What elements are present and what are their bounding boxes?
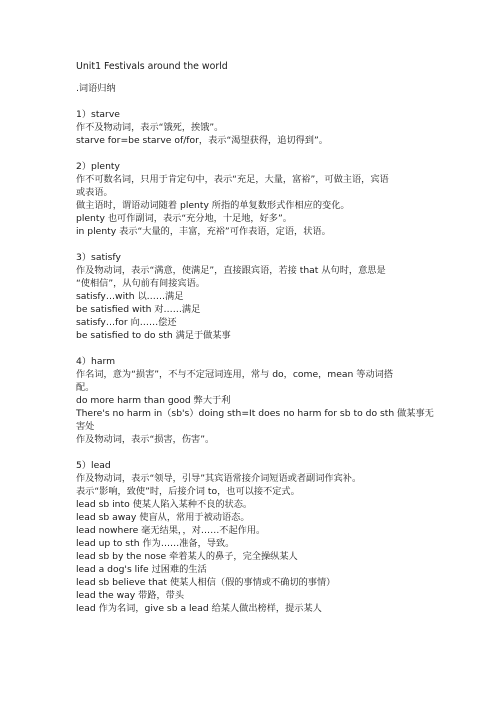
entry-line: lead sb into 使某人陷入某种不良的状态。 [76, 499, 253, 510]
entry-line: 配。 [76, 382, 95, 393]
entry-line: lead sb believe that 使某人相信（假的事情或不确切的事情） [76, 577, 336, 588]
entry-line: in plenty 表示“大量的，丰富，充裕”可作表语，定语，状语。 [76, 226, 331, 237]
entry-heading-plenty: 2）plenty [76, 161, 120, 172]
entry-line: 作及物动词，表示“损害，伤害”。 [76, 434, 215, 445]
entry-line: 作及物动词，表示“满意，使满足”，直接跟宾语，若接 that 从句时，意思是 [76, 265, 386, 276]
entry-heading-satisfy: 3）satisfy [76, 252, 121, 263]
entry-line: satisfy…for 向……偿还 [76, 317, 177, 328]
entry-line: There's no harm in（sb's）doing sth=It does no harm for sb to do sth 做某事无 [76, 408, 434, 419]
entry-line: starve for=be starve of/for，表示“渴望获得，追切得到”。 [76, 135, 328, 146]
entry-line: plenty 也可作副词，表示“充分地，十足地，好多”。 [76, 213, 292, 224]
entry-line: 作不可数名词，只用于肯定句中，表示“充足，大量，富裕”，可做主语，宾语 [76, 174, 389, 185]
entry-line: “使相信”，从句前有间接宾语。 [76, 278, 205, 289]
entry-line: 作不及物动词，表示“饿死，挨饿”。 [76, 122, 224, 133]
entry-heading-harm: 4）harm [76, 356, 116, 367]
entry-line: be satisfied to do sth 满足于做某事 [76, 330, 231, 341]
entry-heading-lead: 5）lead [76, 460, 111, 471]
entry-line: be satisfied with 对……满足 [76, 304, 201, 315]
entry-line: 作及物动词，表示“领导，引导”其宾语常接介词短语或者副词作宾补。 [76, 473, 362, 484]
entry-line: lead nowhere 毫无结果，，对……不起作用。 [76, 525, 266, 536]
entry-line: lead 作为名词，give sb a lead 给某人做出榜样，提示某人 [76, 603, 322, 614]
entry-heading-starve: 1）starve [76, 109, 120, 120]
document-title: Unit1 Festivals around the world [76, 61, 228, 72]
entry-line: 或表语。 [76, 187, 113, 198]
entry-line: lead sb by the nose 牵着某人的鼻子，完全操纵某人 [76, 551, 298, 562]
entry-line: do more harm than good 弊大于利 [76, 395, 231, 406]
entry-line: 表示“影响，致使”时，后接介词 to，也可以接不定式。 [76, 486, 300, 497]
entry-line: lead up to sth 作为……准备，导致。 [76, 538, 235, 549]
entry-line: 害处 [76, 421, 95, 432]
section-heading: .词语归纳 [76, 83, 116, 94]
entry-line: lead sb away 使盲从，常用于被动语态。 [76, 512, 250, 523]
entry-line: lead a dog's life 过困难的生活 [76, 564, 207, 575]
entry-line: satisfy…with 以……满足 [76, 291, 184, 302]
entry-line: 做主语时，谓语动词随着 plenty 所指的单复数形式作相应的变化。 [76, 200, 350, 211]
entry-line: 作名词，意为“损害”，不与不定冠词连用，常与 do，come，mean 等动词搭 [76, 369, 394, 380]
entry-line: lead the way 带路，带头 [76, 590, 185, 601]
